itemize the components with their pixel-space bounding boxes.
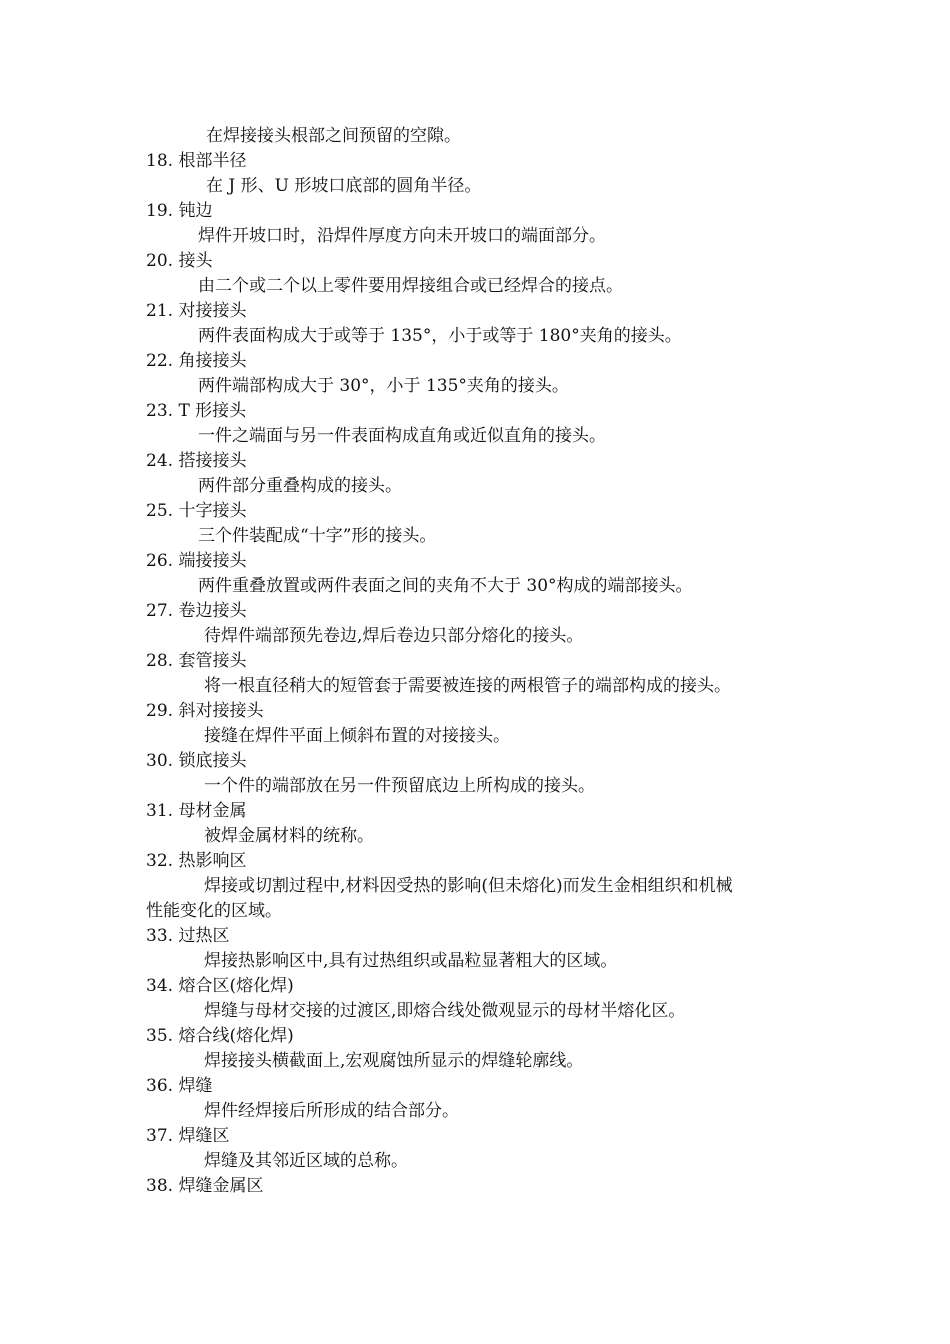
term-definition: 焊件经焊接后所形成的结合部分。 [204,1101,459,1121]
term-heading: 22. 角接接头 [146,351,247,371]
term-definition: 一件之端面与另一件表面构成直角或近似直角的接头。 [198,426,606,446]
term-heading: 23. T 形接头 [146,401,247,421]
document-body [146,124,816,1199]
term-heading: 27. 卷边接头 [146,601,247,621]
term-heading: 38. 焊缝金属区 [146,1176,264,1196]
term-heading: 34. 熔合区(熔化焊) [146,976,294,996]
term-definition: 待焊件端部预先卷边,焊后卷边只部分熔化的接头。 [204,626,584,646]
term-heading: 31. 母材金属 [146,801,247,821]
term-definition: 由二个或二个以上零件要用焊接组合或已经焊合的接点。 [198,276,623,296]
term-heading: 21. 对接接头 [146,301,247,321]
term-definition: 两件端部构成大于 30°，小于 135°夹角的接头。 [198,376,569,396]
term-heading: 19. 钝边 [146,201,213,221]
term-definition: 一个件的端部放在另一件预留底边上所构成的接头。 [204,776,595,796]
term-heading: 25. 十字接头 [146,501,247,521]
term-heading: 30. 锁底接头 [146,751,247,771]
term-definition: 被焊金属材料的统称。 [204,826,374,846]
term-heading: 33. 过热区 [146,926,230,946]
term-definition: 焊接或切割过程中,材料因受热的影响(但未熔化)而发生金相组织和机械 [204,876,733,896]
term-heading: 18. 根部半径 [146,151,247,171]
term-definition: 接缝在焊件平面上倾斜布置的对接接头。 [204,726,510,746]
term-heading: 24. 搭接接头 [146,451,247,471]
term-heading: 35. 熔合线(熔化焊) [146,1026,294,1046]
term-definition: 三个件装配成“十字”形的接头。 [198,526,437,546]
term-heading: 32. 热影响区 [146,851,247,871]
term-heading: 36. 焊缝 [146,1076,213,1096]
term-definition: 焊接接头横截面上,宏观腐蚀所显示的焊缝轮廓线。 [204,1051,584,1071]
term-definition: 将一根直径稍大的短管套于需要被连接的两根管子的端部构成的接头。 [204,676,731,696]
term-definition: 在 J 形、U 形坡口底部的圆角半径。 [206,176,482,196]
intro-definition: 在焊接接头根部之间预留的空隙。 [206,126,461,146]
term-heading: 29. 斜对接接头 [146,701,264,721]
term-definition: 两件部分重叠构成的接头。 [198,476,402,496]
term-definition: 焊缝及其邻近区域的总称。 [204,1151,408,1171]
term-definition: 焊接热影响区中,具有过热组织或晶粒显著粗大的区域。 [204,951,618,971]
term-definition: 焊件开坡口时，沿焊件厚度方向未开坡口的端面部分。 [198,226,606,246]
term-definition: 两件重叠放置或两件表面之间的夹角不大于 30°构成的端部接头。 [198,576,693,596]
term-heading: 26. 端接接头 [146,551,247,571]
term-heading: 37. 焊缝区 [146,1126,230,1146]
term-heading: 28. 套管接头 [146,651,247,671]
term-definition: 两件表面构成大于或等于 135°，小于或等于 180°夹角的接头。 [198,326,682,346]
term-definition: 焊缝与母材交接的过渡区,即熔合线处微观显示的母材半熔化区。 [204,1001,686,1021]
term-heading: 20. 接头 [146,251,213,271]
term-definition-continued: 性能变化的区域。 [146,901,282,921]
